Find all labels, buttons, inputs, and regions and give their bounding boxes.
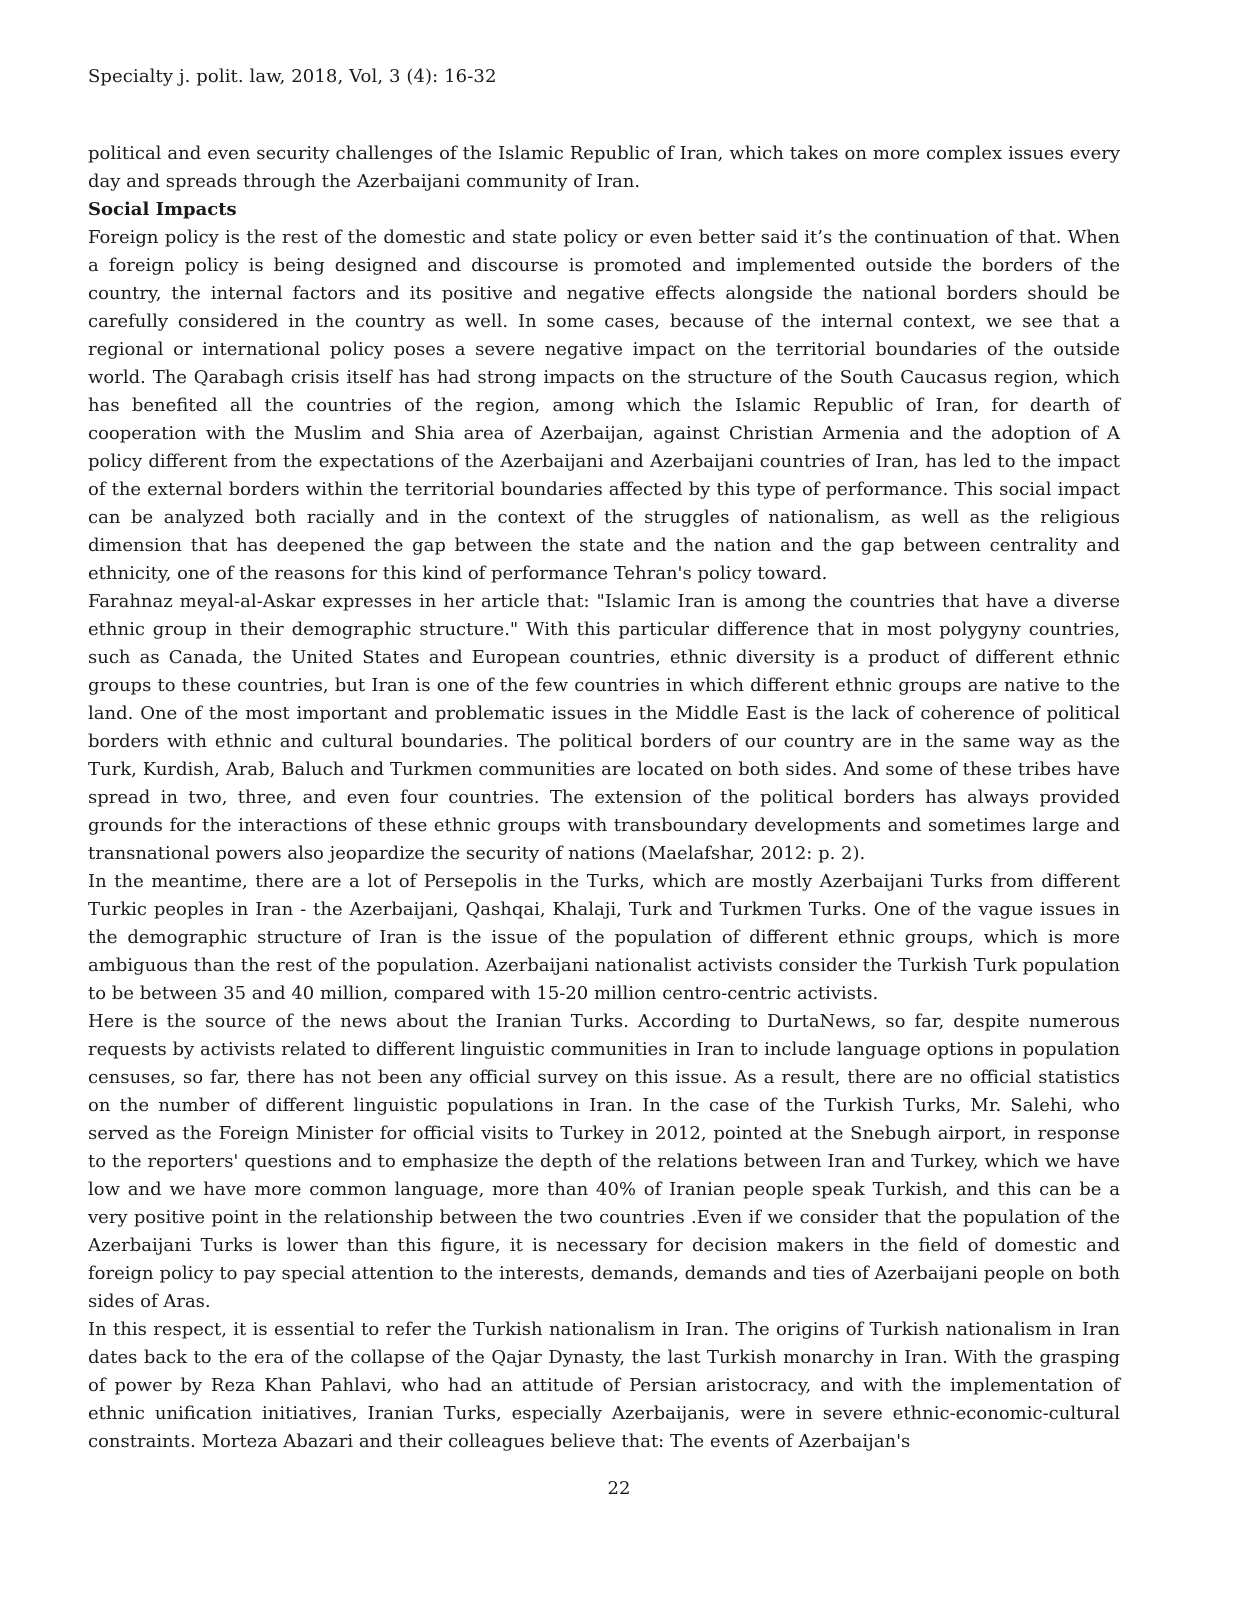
article-body	[88, 140, 1120, 1456]
body-paragraph: Here is the source of the news about the Iranian Turks. According to DurtaNews, so far, despite numerous requests by activists related to different linguistic communities in Iran to include language options in population censuses, so far, there has not been any official survey on this issue. As a result, there are no official statistics on the number of different linguistic populations in Iran. In the case of the Turkish Turks, Mr. Salehi, who served as the Foreign Minister for official visits to Turkey in 2012, pointed at the Snebugh airport, in response to the reporters' questions and to emphasize the depth of the relations between Iran and Turkey, which we have low and we have more common language, more than 40% of Iranian people speak Turkish, and this can be a very positive point in the relationship between the two countries .Even if we consider that the population of the Azerbaijani Turks is lower than this figure, it is necessary for decision makers in the field of domestic and foreign policy to pay special attention to the interests, demands, demands and ties of Azerbaijani people on both sides of Aras.	[88, 1011, 1120, 1312]
page-number: 22	[607, 1478, 631, 1499]
body-paragraph: Farahnaz meyal-al-Askar expresses in her article that: "Islamic Iran is among the countries that have a diverse ethnic group in their demographic structure." With this particular difference that in most polygyny countries, such as Canada, the United States and European countries, ethnic diversity is a product of different ethnic groups to these countries, but Iran is one of the few countries in which different ethnic groups are native to the land. One of the most important and problematic issues in the Middle East is the lack of coherence of political borders with ethnic and cultural boundaries. The political borders of our country are in the same way as the Turk, Kurdish, Arab, Baluch and Turkmen communities are located on both sides. And some of these tribes have spread in two, three, and even four countries. The extension of the political borders has always provided grounds for the interactions of these ethnic groups with transboundary developments and sometimes large and transnational powers also jeopardize the security of nations (Maelafshar, 2012: p. 2).	[88, 591, 1120, 864]
continuation-paragraph: political and even security challenges of the Islamic Republic of Iran, which takes on more complex issues every day and spreads through the Azerbaijani community of Iran.	[88, 143, 1120, 192]
section-heading-social-impacts: Social Impacts	[88, 199, 237, 220]
running-header: Specialty j. polit. law, 2018, Vol, 3 (4): 16-32	[88, 66, 497, 87]
body-paragraph: Foreign policy is the rest of the domestic and state policy or even better said it’s the continuation of that. When a foreign policy is being designed and discourse is promoted and implemented outside the borders of the country, the internal factors and its positive and negative effects alongside the national borders should be carefully considered in the country as well. In some cases, because of the internal context, we see that a regional or international policy poses a severe negative impact on the territorial boundaries of the outside world. The Qarabagh crisis itself has had strong impacts on the structure of the South Caucasus region, which has benefited all the countries of the region, among which the Islamic Republic of Iran, for dearth of cooperation with the Muslim and Shia area of Azerbaijan, against Christian Armenia and the adoption of A policy different from the expectations of the Azerbaijani and Azerbaijani countries of Iran, has led to the impact of the external borders within the territorial boundaries affected by this type of performance. This social impact can be analyzed both racially and in the context of the struggles of nationalism, as well as the religious dimension that has deepened the gap between the state and the nation and the gap between centrality and ethnicity, one of the reasons for this kind of performance Tehran's policy toward.	[88, 227, 1120, 584]
body-paragraph: In this respect, it is essential to refer the Turkish nationalism in Iran. The origins of Turkish nationalism in Iran dates back to the era of the collapse of the Qajar Dynasty, the last Turkish monarchy in Iran. With the grasping of power by Reza Khan Pahlavi, who had an attitude of Persian aristocracy, and with the implementation of ethnic unification initiatives, Iranian Turks, especially Azerbaijanis, were in severe ethnic-economic-cultural constraints. Morteza Abazari and their colleagues believe that: The events of Azerbaijan's	[88, 1319, 1120, 1452]
body-paragraph: In the meantime, there are a lot of Persepolis in the Turks, which are mostly Azerbaijani Turks from different Turkic peoples in Iran - the Azerbaijani, Qashqai, Khalaji, Turk and Turkmen Turks. One of the vague issues in the demographic structure of Iran is the issue of the population of different ethnic groups, which is more ambiguous than the rest of the population. Azerbaijani nationalist activists consider the Turkish Turk population to be between 35 and 40 million, compared with 15-20 million centro-centric activists.	[88, 871, 1120, 1004]
